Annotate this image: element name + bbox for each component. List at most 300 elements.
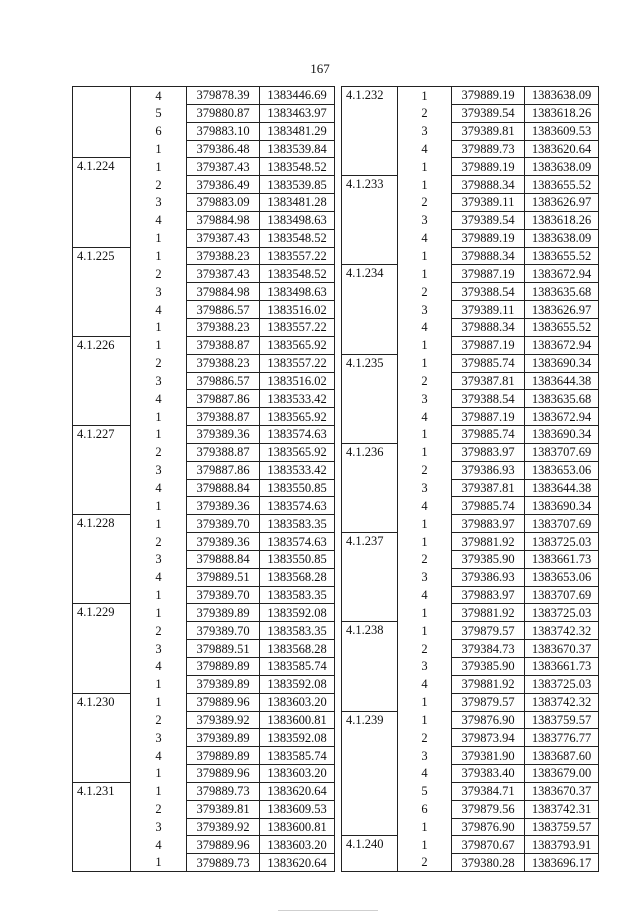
parcel-number bbox=[342, 140, 398, 158]
point-number: 4 bbox=[398, 408, 452, 426]
x-coordinate: 379389.54 bbox=[452, 211, 525, 229]
point-number: 1 bbox=[131, 318, 187, 336]
y-coordinate: 1383618.26 bbox=[525, 211, 599, 229]
y-coordinate: 1383661.73 bbox=[525, 550, 599, 568]
coordinates-table-right bbox=[341, 86, 599, 872]
parcel-number bbox=[342, 229, 398, 247]
table-row bbox=[342, 176, 599, 194]
parcel-number bbox=[73, 354, 131, 372]
table-row bbox=[73, 854, 335, 872]
y-coordinate: 1383638.09 bbox=[525, 158, 599, 176]
parcel-number bbox=[73, 497, 131, 515]
point-number: 4 bbox=[131, 479, 187, 497]
parcel-number bbox=[73, 568, 131, 586]
parcel-number: 4.1.230 bbox=[73, 693, 131, 711]
point-number: 4 bbox=[131, 747, 187, 765]
y-coordinate: 1383565.92 bbox=[260, 336, 335, 354]
y-coordinate: 1383653.06 bbox=[525, 461, 599, 479]
x-coordinate: 379878.39 bbox=[187, 87, 260, 105]
table-row bbox=[342, 586, 599, 604]
x-coordinate: 379889.51 bbox=[187, 568, 260, 586]
y-coordinate: 1383548.52 bbox=[260, 158, 335, 176]
y-coordinate: 1383742.32 bbox=[525, 693, 599, 711]
parcel-number bbox=[73, 622, 131, 640]
x-coordinate: 379387.43 bbox=[187, 265, 260, 283]
table-row bbox=[73, 568, 335, 586]
table-row bbox=[342, 265, 599, 283]
x-coordinate: 379888.84 bbox=[187, 479, 260, 497]
table-row bbox=[73, 658, 335, 676]
table-row bbox=[342, 194, 599, 212]
x-coordinate: 379386.48 bbox=[187, 140, 260, 158]
x-coordinate: 379879.57 bbox=[452, 622, 525, 640]
point-number: 1 bbox=[131, 247, 187, 265]
point-number: 3 bbox=[398, 301, 452, 319]
table-row bbox=[342, 87, 599, 105]
table-row bbox=[342, 782, 599, 800]
y-coordinate: 1383742.31 bbox=[525, 800, 599, 818]
parcel-number bbox=[342, 461, 398, 479]
x-coordinate: 379386.93 bbox=[452, 461, 525, 479]
table-row bbox=[342, 854, 599, 872]
y-coordinate: 1383759.57 bbox=[525, 818, 599, 836]
point-number: 1 bbox=[398, 336, 452, 354]
table-row bbox=[342, 693, 599, 711]
x-coordinate: 379889.96 bbox=[187, 693, 260, 711]
table-row bbox=[342, 301, 599, 319]
y-coordinate: 1383446.69 bbox=[260, 87, 335, 105]
y-coordinate: 1383635.68 bbox=[525, 283, 599, 301]
parcel-number bbox=[73, 461, 131, 479]
table-row bbox=[73, 586, 335, 604]
y-coordinate: 1383533.42 bbox=[260, 461, 335, 479]
y-coordinate: 1383533.42 bbox=[260, 390, 335, 408]
parcel-number bbox=[342, 122, 398, 140]
point-number: 1 bbox=[131, 586, 187, 604]
point-number: 3 bbox=[398, 211, 452, 229]
x-coordinate: 379887.19 bbox=[452, 265, 525, 283]
parcel-number bbox=[73, 122, 131, 140]
point-number: 1 bbox=[131, 782, 187, 800]
table-row bbox=[342, 229, 599, 247]
point-number: 2 bbox=[131, 711, 187, 729]
parcel-number bbox=[73, 229, 131, 247]
x-coordinate: 379889.73 bbox=[187, 782, 260, 800]
table-row bbox=[73, 229, 335, 247]
y-coordinate: 1383690.34 bbox=[525, 354, 599, 372]
y-coordinate: 1383626.97 bbox=[525, 301, 599, 319]
parcel-number bbox=[342, 729, 398, 747]
x-coordinate: 379388.87 bbox=[187, 443, 260, 461]
y-coordinate: 1383655.52 bbox=[525, 318, 599, 336]
point-number: 2 bbox=[131, 354, 187, 372]
parcel-number bbox=[342, 568, 398, 586]
point-number: 2 bbox=[398, 729, 452, 747]
table-row bbox=[73, 247, 335, 265]
table-row bbox=[342, 354, 599, 372]
y-coordinate: 1383672.94 bbox=[525, 408, 599, 426]
point-number: 1 bbox=[131, 140, 187, 158]
parcel-number: 4.1.234 bbox=[342, 265, 398, 283]
table-row bbox=[73, 818, 335, 836]
y-coordinate: 1383603.20 bbox=[260, 693, 335, 711]
y-coordinate: 1383776.77 bbox=[525, 729, 599, 747]
table-row bbox=[342, 515, 599, 533]
parcel-number bbox=[342, 640, 398, 658]
x-coordinate: 379881.92 bbox=[452, 604, 525, 622]
y-coordinate: 1383568.28 bbox=[260, 568, 335, 586]
y-coordinate: 1383690.34 bbox=[525, 497, 599, 515]
y-coordinate: 1383600.81 bbox=[260, 711, 335, 729]
point-number: 4 bbox=[131, 211, 187, 229]
point-number: 1 bbox=[398, 443, 452, 461]
table-row bbox=[342, 550, 599, 568]
table-row bbox=[342, 711, 599, 729]
parcel-number: 4.1.240 bbox=[342, 836, 398, 854]
x-coordinate: 379888.34 bbox=[452, 176, 525, 194]
table-row bbox=[73, 729, 335, 747]
y-coordinate: 1383670.37 bbox=[525, 640, 599, 658]
y-coordinate: 1383585.74 bbox=[260, 747, 335, 765]
table-row bbox=[73, 782, 335, 800]
parcel-number bbox=[73, 318, 131, 336]
table-row bbox=[73, 122, 335, 140]
parcel-number bbox=[73, 140, 131, 158]
table-row bbox=[73, 301, 335, 319]
parcel-number: 4.1.225 bbox=[73, 247, 131, 265]
table-row bbox=[73, 104, 335, 122]
y-coordinate: 1383574.63 bbox=[260, 533, 335, 551]
x-coordinate: 379389.70 bbox=[187, 515, 260, 533]
y-coordinate: 1383644.38 bbox=[525, 372, 599, 390]
point-number: 1 bbox=[131, 765, 187, 783]
parcel-number bbox=[73, 658, 131, 676]
y-coordinate: 1383707.69 bbox=[525, 515, 599, 533]
point-number: 1 bbox=[398, 836, 452, 854]
point-number: 1 bbox=[131, 515, 187, 533]
point-number: 2 bbox=[131, 533, 187, 551]
y-coordinate: 1383481.29 bbox=[260, 122, 335, 140]
table-row bbox=[342, 747, 599, 765]
x-coordinate: 379873.94 bbox=[452, 729, 525, 747]
x-coordinate: 379885.74 bbox=[452, 426, 525, 444]
parcel-number bbox=[342, 194, 398, 212]
y-coordinate: 1383707.69 bbox=[525, 443, 599, 461]
parcel-number bbox=[342, 158, 398, 176]
point-number: 3 bbox=[398, 658, 452, 676]
point-number: 1 bbox=[131, 497, 187, 515]
parcel-number bbox=[342, 336, 398, 354]
parcel-number bbox=[342, 283, 398, 301]
x-coordinate: 379876.90 bbox=[452, 711, 525, 729]
parcel-number bbox=[342, 390, 398, 408]
table-row bbox=[73, 711, 335, 729]
parcel-number bbox=[342, 104, 398, 122]
point-number: 1 bbox=[131, 854, 187, 872]
x-coordinate: 379387.43 bbox=[187, 229, 260, 247]
table-row bbox=[342, 122, 599, 140]
table-row bbox=[73, 800, 335, 818]
x-coordinate: 379889.19 bbox=[452, 229, 525, 247]
y-coordinate: 1383568.28 bbox=[260, 640, 335, 658]
y-coordinate: 1383463.97 bbox=[260, 104, 335, 122]
table-row bbox=[342, 140, 599, 158]
table-row bbox=[73, 836, 335, 854]
table-row bbox=[342, 568, 599, 586]
x-coordinate: 379879.57 bbox=[452, 693, 525, 711]
table-row bbox=[342, 479, 599, 497]
x-coordinate: 379385.90 bbox=[452, 658, 525, 676]
table-row bbox=[73, 158, 335, 176]
parcel-number bbox=[73, 479, 131, 497]
table-row bbox=[73, 747, 335, 765]
x-coordinate: 379887.19 bbox=[452, 408, 525, 426]
y-coordinate: 1383550.85 bbox=[260, 479, 335, 497]
parcel-number: 4.1.239 bbox=[342, 711, 398, 729]
table-row bbox=[342, 426, 599, 444]
y-coordinate: 1383603.20 bbox=[260, 765, 335, 783]
point-number: 4 bbox=[398, 497, 452, 515]
table-row bbox=[342, 497, 599, 515]
table-row bbox=[342, 622, 599, 640]
x-coordinate: 379384.71 bbox=[452, 782, 525, 800]
x-coordinate: 379389.11 bbox=[452, 301, 525, 319]
point-number: 1 bbox=[131, 675, 187, 693]
x-coordinate: 379381.90 bbox=[452, 747, 525, 765]
table-row bbox=[342, 104, 599, 122]
point-number: 2 bbox=[131, 176, 187, 194]
point-number: 4 bbox=[131, 568, 187, 586]
y-coordinate: 1383548.52 bbox=[260, 229, 335, 247]
x-coordinate: 379883.09 bbox=[187, 194, 260, 212]
parcel-number bbox=[73, 747, 131, 765]
point-number: 4 bbox=[398, 586, 452, 604]
x-coordinate: 379876.90 bbox=[452, 818, 525, 836]
x-coordinate: 379388.23 bbox=[187, 247, 260, 265]
x-coordinate: 379889.89 bbox=[187, 658, 260, 676]
point-number: 2 bbox=[398, 283, 452, 301]
table-row bbox=[342, 800, 599, 818]
parcel-number bbox=[342, 854, 398, 872]
y-coordinate: 1383644.38 bbox=[525, 479, 599, 497]
table-row bbox=[73, 283, 335, 301]
point-number: 2 bbox=[131, 622, 187, 640]
point-number: 1 bbox=[398, 515, 452, 533]
table-row bbox=[342, 443, 599, 461]
point-number: 3 bbox=[131, 550, 187, 568]
x-coordinate: 379389.92 bbox=[187, 711, 260, 729]
parcel-number bbox=[342, 247, 398, 265]
table-row bbox=[342, 158, 599, 176]
y-coordinate: 1383609.53 bbox=[260, 800, 335, 818]
parcel-number bbox=[73, 372, 131, 390]
point-number: 2 bbox=[131, 443, 187, 461]
point-number: 5 bbox=[398, 782, 452, 800]
x-coordinate: 379888.84 bbox=[187, 550, 260, 568]
table-row bbox=[73, 675, 335, 693]
parcel-number bbox=[73, 283, 131, 301]
x-coordinate: 379887.86 bbox=[187, 461, 260, 479]
bottom-rule bbox=[278, 910, 378, 911]
y-coordinate: 1383725.03 bbox=[525, 604, 599, 622]
x-coordinate: 379388.87 bbox=[187, 336, 260, 354]
table-row bbox=[73, 479, 335, 497]
point-number: 1 bbox=[131, 158, 187, 176]
x-coordinate: 379388.87 bbox=[187, 408, 260, 426]
table-row bbox=[73, 515, 335, 533]
y-coordinate: 1383638.09 bbox=[525, 229, 599, 247]
table-row bbox=[73, 604, 335, 622]
y-coordinate: 1383592.08 bbox=[260, 675, 335, 693]
x-coordinate: 379886.57 bbox=[187, 301, 260, 319]
parcel-number: 4.1.229 bbox=[73, 604, 131, 622]
point-number: 2 bbox=[131, 800, 187, 818]
parcel-number bbox=[342, 675, 398, 693]
table-row bbox=[342, 283, 599, 301]
x-coordinate: 379887.86 bbox=[187, 390, 260, 408]
table-row bbox=[73, 372, 335, 390]
point-number: 2 bbox=[398, 550, 452, 568]
y-coordinate: 1383793.91 bbox=[525, 836, 599, 854]
y-coordinate: 1383592.08 bbox=[260, 729, 335, 747]
y-coordinate: 1383600.81 bbox=[260, 818, 335, 836]
y-coordinate: 1383635.68 bbox=[525, 390, 599, 408]
table-row bbox=[73, 265, 335, 283]
parcel-number bbox=[342, 586, 398, 604]
point-number: 2 bbox=[131, 265, 187, 283]
table-row bbox=[342, 604, 599, 622]
x-coordinate: 379883.97 bbox=[452, 515, 525, 533]
point-number: 3 bbox=[131, 818, 187, 836]
x-coordinate: 379889.73 bbox=[452, 140, 525, 158]
point-number: 3 bbox=[131, 283, 187, 301]
parcel-number: 4.1.238 bbox=[342, 622, 398, 640]
y-coordinate: 1383618.26 bbox=[525, 104, 599, 122]
point-number: 3 bbox=[398, 568, 452, 586]
point-number: 1 bbox=[398, 158, 452, 176]
point-number: 4 bbox=[131, 301, 187, 319]
table-row bbox=[342, 461, 599, 479]
x-coordinate: 379386.93 bbox=[452, 568, 525, 586]
point-number: 4 bbox=[398, 229, 452, 247]
x-coordinate: 379887.19 bbox=[452, 336, 525, 354]
point-number: 1 bbox=[131, 229, 187, 247]
parcel-number bbox=[73, 675, 131, 693]
x-coordinate: 379883.10 bbox=[187, 122, 260, 140]
parcel-number bbox=[73, 550, 131, 568]
point-number: 1 bbox=[131, 426, 187, 444]
x-coordinate: 379884.98 bbox=[187, 211, 260, 229]
x-coordinate: 379888.34 bbox=[452, 247, 525, 265]
point-number: 1 bbox=[398, 711, 452, 729]
point-number: 1 bbox=[398, 265, 452, 283]
point-number: 1 bbox=[131, 336, 187, 354]
point-number: 4 bbox=[398, 765, 452, 783]
parcel-number: 4.1.236 bbox=[342, 443, 398, 461]
parcel-number bbox=[342, 301, 398, 319]
parcel-number: 4.1.226 bbox=[73, 336, 131, 354]
x-coordinate: 379389.89 bbox=[187, 604, 260, 622]
y-coordinate: 1383516.02 bbox=[260, 301, 335, 319]
point-number: 1 bbox=[398, 622, 452, 640]
point-number: 4 bbox=[398, 140, 452, 158]
table-row bbox=[73, 194, 335, 212]
table-row bbox=[342, 675, 599, 693]
x-coordinate: 379884.98 bbox=[187, 283, 260, 301]
table-row bbox=[342, 318, 599, 336]
table-row bbox=[73, 497, 335, 515]
x-coordinate: 379889.96 bbox=[187, 765, 260, 783]
page-number: 167 bbox=[310, 61, 330, 76]
point-number: 2 bbox=[398, 194, 452, 212]
parcel-number bbox=[73, 408, 131, 426]
x-coordinate: 379889.73 bbox=[187, 854, 260, 872]
x-coordinate: 379889.51 bbox=[187, 640, 260, 658]
parcel-number: 4.1.227 bbox=[73, 426, 131, 444]
parcel-number bbox=[342, 658, 398, 676]
x-coordinate: 379389.70 bbox=[187, 586, 260, 604]
x-coordinate: 379389.36 bbox=[187, 533, 260, 551]
y-coordinate: 1383550.85 bbox=[260, 550, 335, 568]
y-coordinate: 1383481.28 bbox=[260, 194, 335, 212]
x-coordinate: 379886.57 bbox=[187, 372, 260, 390]
x-coordinate: 379388.23 bbox=[187, 354, 260, 372]
y-coordinate: 1383548.52 bbox=[260, 265, 335, 283]
x-coordinate: 379389.11 bbox=[452, 194, 525, 212]
parcel-number bbox=[73, 533, 131, 551]
table-row bbox=[73, 765, 335, 783]
x-coordinate: 379387.43 bbox=[187, 158, 260, 176]
coordinates-table-left bbox=[72, 86, 335, 872]
table-row bbox=[342, 765, 599, 783]
table-row bbox=[342, 658, 599, 676]
point-number: 3 bbox=[131, 461, 187, 479]
x-coordinate: 379389.92 bbox=[187, 818, 260, 836]
y-coordinate: 1383565.92 bbox=[260, 408, 335, 426]
x-coordinate: 379386.49 bbox=[187, 176, 260, 194]
table-row bbox=[342, 533, 599, 551]
point-number: 4 bbox=[398, 318, 452, 336]
y-coordinate: 1383672.94 bbox=[525, 265, 599, 283]
parcel-number bbox=[342, 800, 398, 818]
table-row bbox=[342, 390, 599, 408]
parcel-number bbox=[342, 515, 398, 533]
y-coordinate: 1383653.06 bbox=[525, 568, 599, 586]
parcel-number bbox=[342, 693, 398, 711]
x-coordinate: 379388.23 bbox=[187, 318, 260, 336]
x-coordinate: 379885.74 bbox=[452, 354, 525, 372]
parcel-number bbox=[342, 604, 398, 622]
parcel-number bbox=[73, 265, 131, 283]
parcel-number bbox=[73, 301, 131, 319]
point-number: 3 bbox=[131, 194, 187, 212]
parcel-number bbox=[342, 765, 398, 783]
point-number: 1 bbox=[131, 604, 187, 622]
table-row bbox=[73, 336, 335, 354]
point-number: 1 bbox=[398, 604, 452, 622]
y-coordinate: 1383498.63 bbox=[260, 211, 335, 229]
x-coordinate: 379388.54 bbox=[452, 390, 525, 408]
point-number: 3 bbox=[131, 640, 187, 658]
table-row bbox=[73, 318, 335, 336]
point-number: 1 bbox=[398, 247, 452, 265]
parcel-number bbox=[73, 836, 131, 854]
table-row bbox=[73, 550, 335, 568]
parcel-number bbox=[73, 818, 131, 836]
y-coordinate: 1383620.64 bbox=[525, 140, 599, 158]
y-coordinate: 1383655.52 bbox=[525, 176, 599, 194]
y-coordinate: 1383603.20 bbox=[260, 836, 335, 854]
